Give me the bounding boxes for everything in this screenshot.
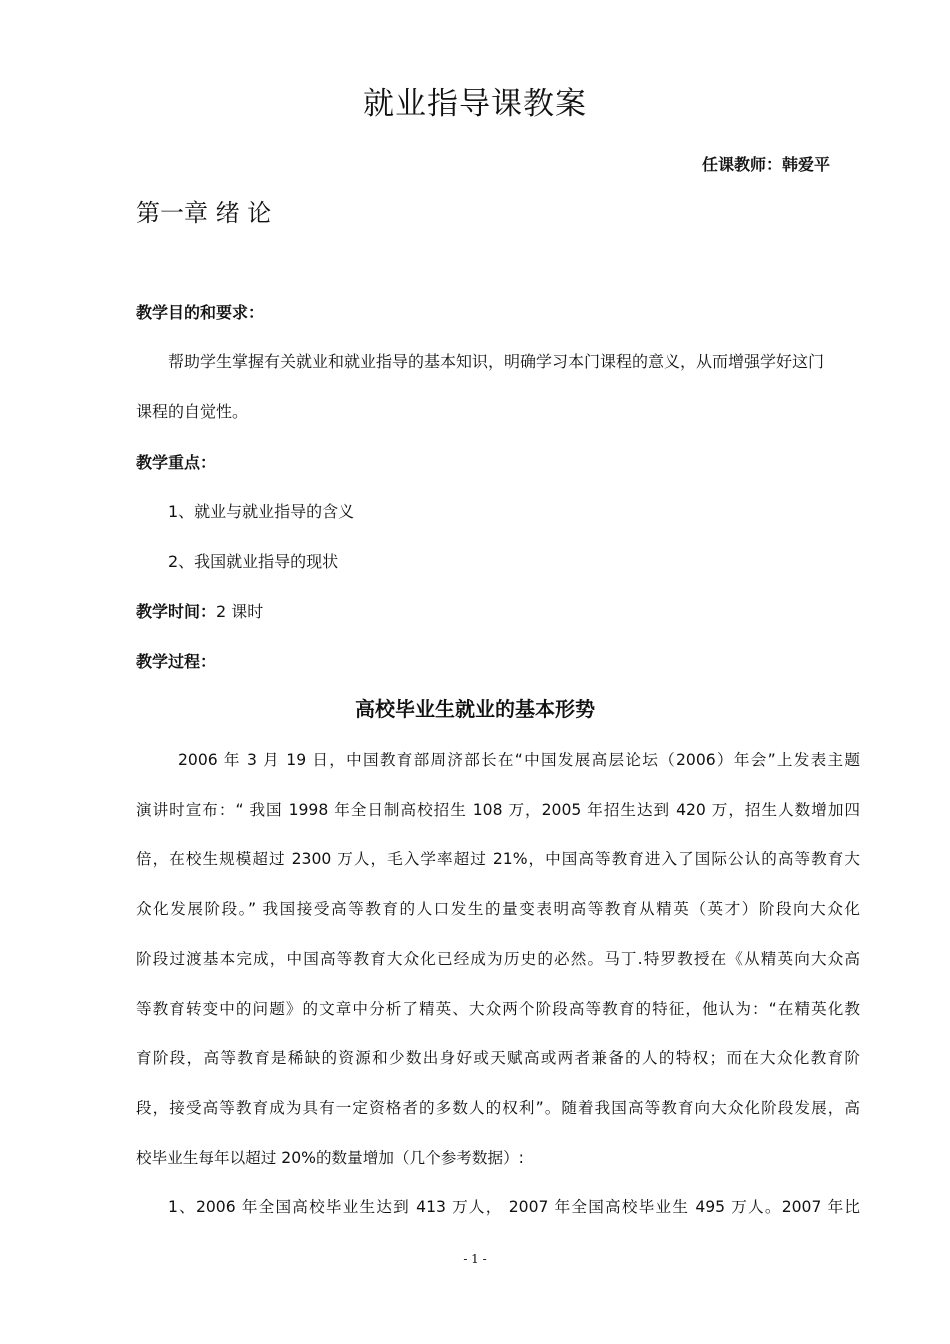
paragraph-line: 演讲时宣布：“ 我国 1998 年全日制高校招生 108 万，2005 年招生达到 420 万，招生人数增加四 bbox=[136, 800, 860, 819]
objectives-text-line-2: 课程的自觉性。 bbox=[136, 402, 249, 421]
section-title: 高校毕业生就业的基本形势 bbox=[355, 697, 595, 721]
keypoints-label: 教学重点： bbox=[136, 453, 217, 472]
chapter-heading: 第一章 绪 论 bbox=[136, 199, 272, 227]
objectives-label: 教学目的和要求： bbox=[136, 303, 265, 322]
time-label: 教学时间： bbox=[136, 602, 217, 621]
paragraph-line: 育阶段，高等教育是稀缺的资源和少数出身好或天赋高或两者兼备的人的特权；而在大众化教育阶 bbox=[136, 1049, 860, 1068]
paragraph-line: 众化发展阶段。” 我国接受高等教育的人口发生的量变表明高等教育从精英（英才）阶段向大众化 bbox=[136, 900, 860, 919]
keypoint-item: 2、我国就业指导的现状 bbox=[168, 552, 339, 571]
keypoint-item: 1、就业与就业指导的含义 bbox=[168, 502, 355, 521]
process-label: 教学过程： bbox=[136, 652, 217, 671]
teaching-time bbox=[136, 602, 860, 622]
time-value: 2 课时 bbox=[216, 602, 264, 621]
document-title: 就业指导课教案 bbox=[363, 86, 587, 122]
paragraph-line: 校毕业生每年以超过 20%的数量增加（几个参考数据）: bbox=[136, 1148, 524, 1167]
page-number: - 1 - bbox=[463, 1252, 487, 1266]
paragraph-line: 倍，在校生规模超过 2300 万人，毛入学率超过 21%，中国高等教育进入了国际公认的高等教育大 bbox=[136, 850, 860, 869]
paragraph-line: 等教育转变中的问题》的文章中分析了精英、大众两个阶段高等教育的特征，他认为：“在精英化教 bbox=[136, 999, 860, 1018]
data-line: 1、2006 年全国高校毕业生达到 413 万人， 2007 年全国高校毕业生 495 万人。2007 年比 bbox=[168, 1198, 860, 1216]
paragraph-line: 阶段过渡基本完成，中国高等教育大众化已经成为历史的必然。马丁.特罗教授在《从精英向大众高 bbox=[136, 949, 860, 968]
paragraph-line: 2006 年 3 月 19 日，中国教育部周济部长在“中国发展高层论坛（2006）年会”上发表主题 bbox=[178, 751, 860, 769]
teacher-name: 任课教师：韩爱平 bbox=[701, 155, 830, 174]
paragraph-line: 段，接受高等教育成为具有一定资格者的多数人的权利”。随着我国高等教育向大众化阶段发展，高 bbox=[136, 1098, 860, 1117]
body-paragraph bbox=[136, 736, 860, 1183]
data-paragraph bbox=[136, 1183, 860, 1233]
objectives-text-line-1: 帮助学生掌握有关就业和就业指导的基本知识，明确学习本门课程的意义，从而增强学好这门 bbox=[168, 352, 825, 371]
